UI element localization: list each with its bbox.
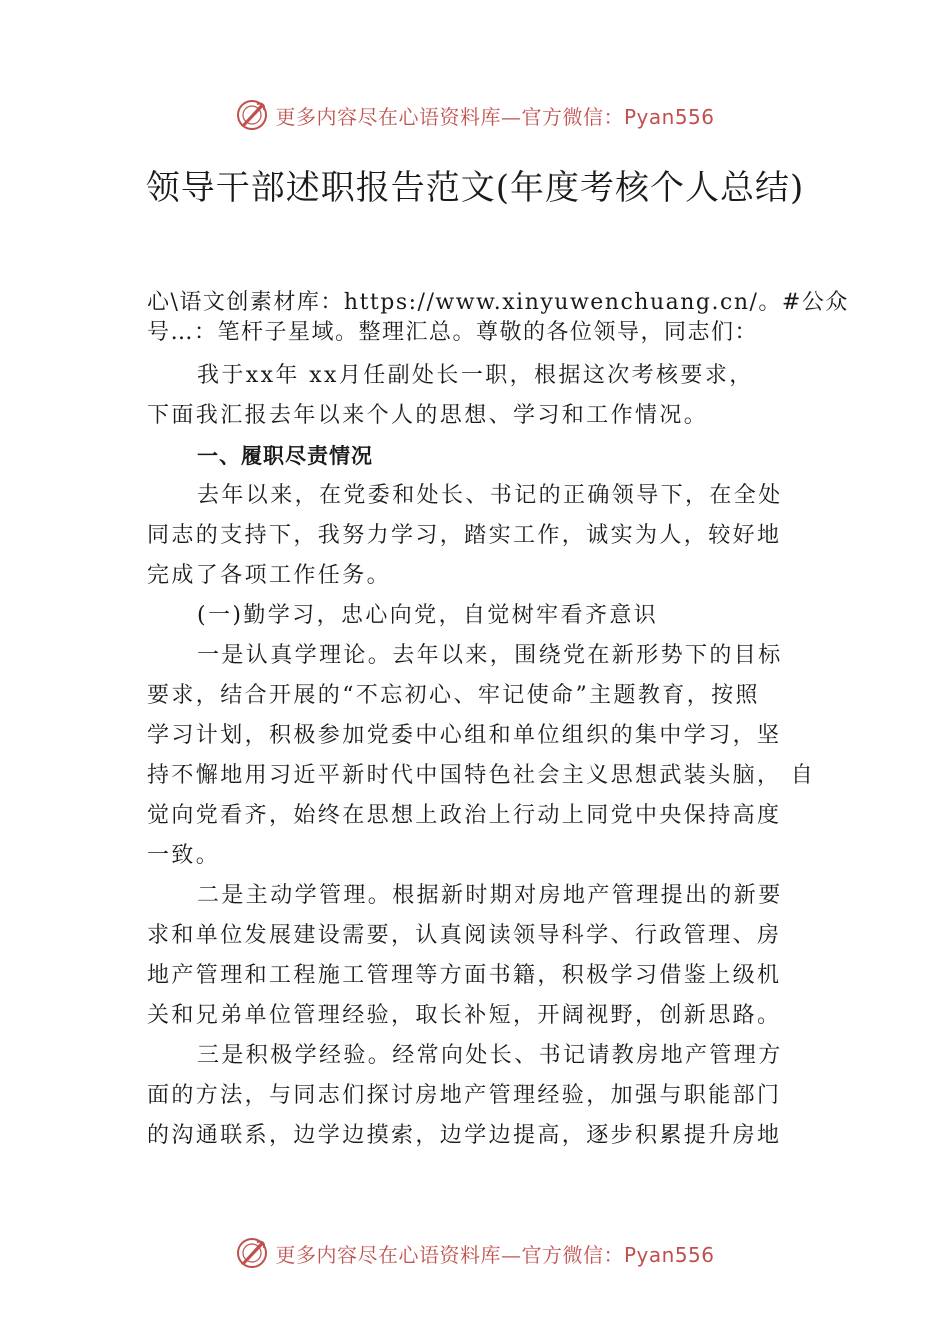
paragraph-line: 学习计划，积极参加党委中心组和单位组织的集中学习，坚 — [147, 723, 782, 748]
paragraph-line: 觉向党看齐，始终在思想上政治上行动上同党中央保持高度 — [147, 803, 782, 828]
source-paragraph — [147, 288, 849, 348]
banner-text: 更多内容尽在心语资料库—官方微信：Pyan556 — [275, 1242, 715, 1267]
document-title: 领导干部述职报告范文(年度考核个人总结) — [145, 168, 805, 208]
paragraph-line: 一是认真学理论。去年以来，围绕党在新形势下的目标 — [197, 643, 783, 668]
paragraph-line: 一致。 — [147, 843, 221, 868]
intro-line: 下面我汇报去年以来个人的思想、学习和工作情况。 — [147, 403, 709, 428]
point-paragraph — [147, 1036, 815, 1156]
source-line: 号…：笔杆子星域。整理汇总。尊敬的各位领导，同志们： — [147, 320, 759, 345]
paragraph-line: 求和单位发展建设需要，认真阅读领导科学、行政管理、房 — [147, 923, 782, 948]
paragraph-line: 三是积极学经验。经常向处长、书记请教房地产管理方 — [197, 1043, 783, 1068]
paragraph-line: 去年以来，在党委和处长、书记的正确领导下，在全处 — [197, 483, 783, 508]
paragraph-line: 的沟通联系，边学边摸索，边学边提高，逐步积累提升房地 — [147, 1123, 782, 1148]
document-body — [147, 288, 849, 1156]
point-paragraph — [147, 636, 815, 876]
source-line: 心\语文创素材库：https://www.xinyuwenchuang.cn/。#公众 — [147, 290, 849, 315]
banner-text: 更多内容尽在心语资料库—官方微信：Pyan556 — [275, 104, 715, 129]
point-paragraph — [147, 876, 815, 1036]
paragraph-line: 地产管理和工程施工管理等方面书籍，积极学习借鉴上级机 — [147, 963, 782, 988]
subsection-heading: (一)勤学习，忠心向党，自觉树牢看齐意识 — [197, 603, 659, 628]
paragraph-line: 二是主动学管理。根据新时期对房地产管理提出的新要 — [197, 883, 783, 908]
paragraph-line: 完成了各项工作任务。 — [147, 563, 392, 588]
paragraph-line: 持不懈地用习近平新时代中国特色社会主义思想武装头脑， 自 — [147, 763, 816, 788]
intro-paragraph — [147, 356, 815, 436]
paragraph-line: 同志的支持下，我努力学习，踏实工作，诚实为人，较好地 — [147, 523, 782, 548]
paragraph-line: 关和兄弟单位管理经验，取长补短，开阔视野，创新思路。 — [147, 1003, 782, 1028]
section-paragraph — [147, 476, 815, 596]
footer-banner — [0, 1233, 950, 1273]
paragraph-line: 面的方法，与同志们探讨房地产管理经验，加强与职能部门 — [147, 1083, 782, 1108]
wechat-id: Pyan556 — [623, 104, 715, 129]
quill-pen-icon — [235, 1236, 269, 1270]
wechat-id: Pyan556 — [623, 1242, 715, 1267]
section-heading: 一、履职尽责情况 — [197, 444, 373, 468]
intro-line: 我于xx年 xx月任副处长一职，根据这次考核要求， — [197, 363, 754, 388]
header-banner — [0, 95, 950, 135]
paragraph-line: 要求，结合开展的“不忘初心、牢记使命”主题教育，按照 — [147, 683, 760, 708]
quill-pen-icon — [235, 98, 269, 132]
